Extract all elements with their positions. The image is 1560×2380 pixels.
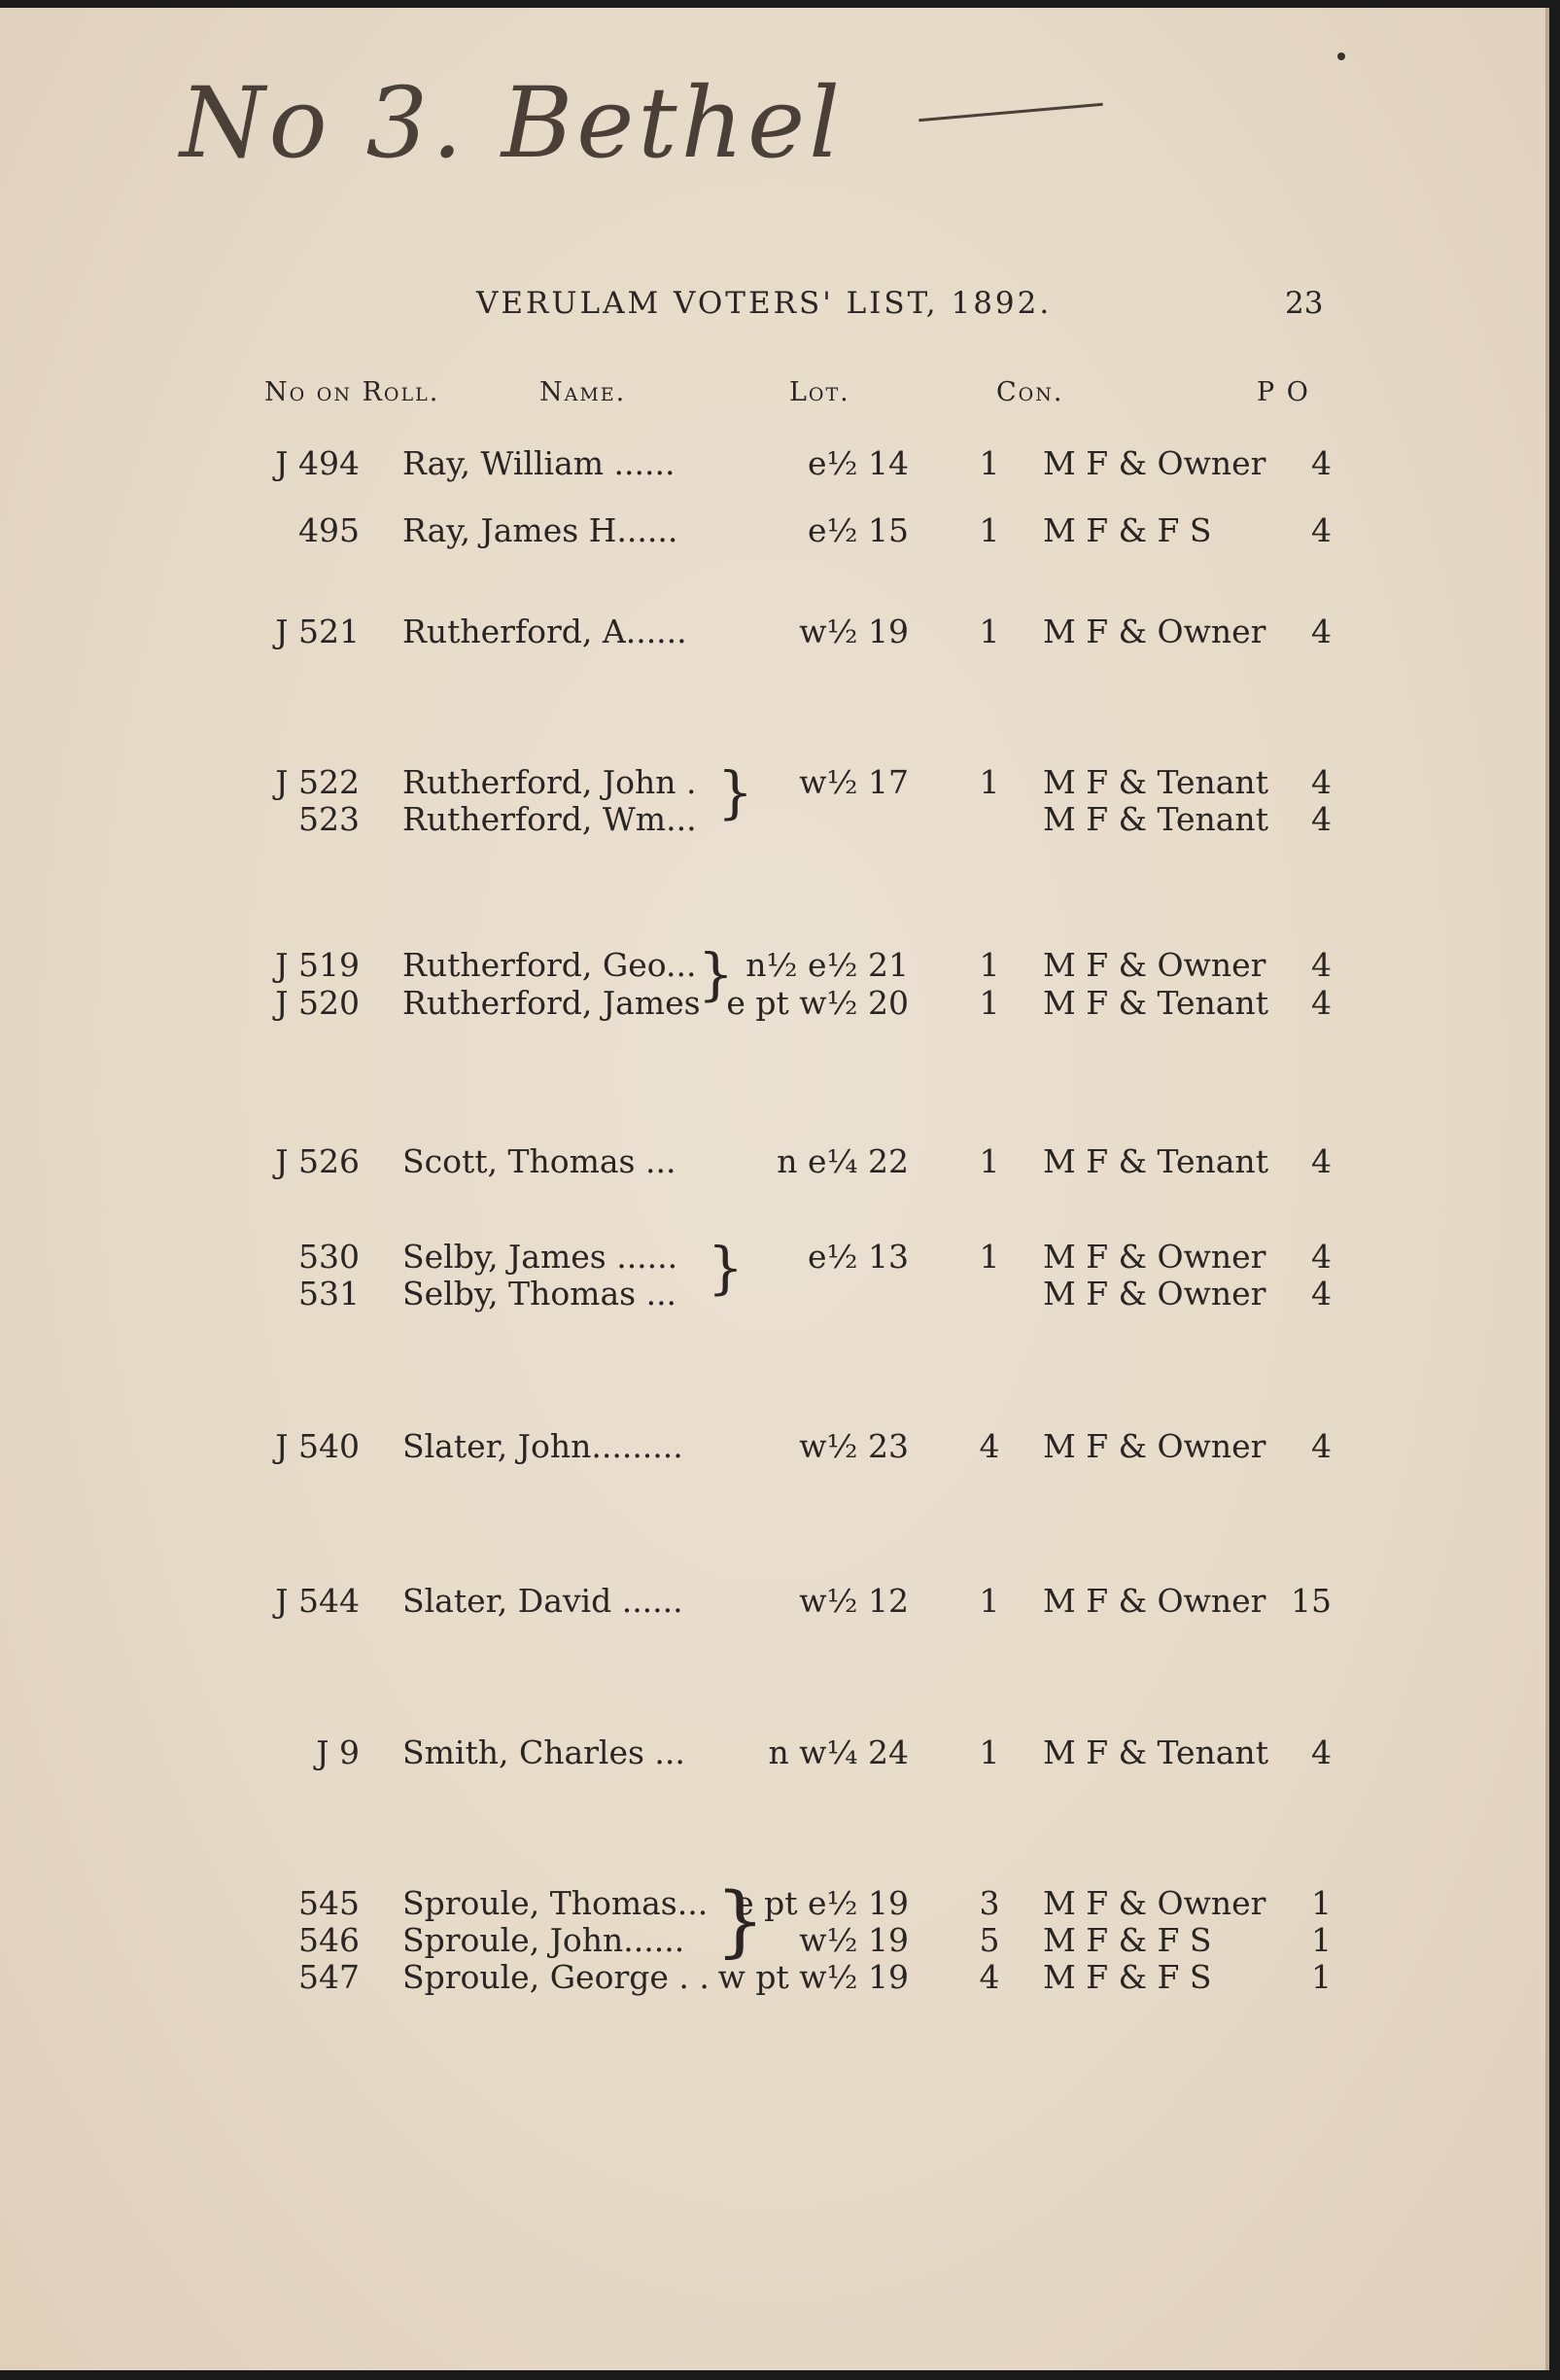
row-name: Slater, John......... xyxy=(402,1427,683,1465)
row-con: 1 xyxy=(979,1238,1000,1276)
row-po: 4 xyxy=(1311,763,1332,801)
row-roll: 530 xyxy=(298,1238,360,1276)
row-desc: M F & Owner xyxy=(1043,946,1266,984)
row-lot: n½ e½ 21 xyxy=(745,946,909,984)
row-lot: e½ 15 xyxy=(808,511,909,549)
row-con: 1 xyxy=(979,1142,1000,1180)
row-lot: e pt w½ 20 xyxy=(726,984,909,1022)
row-name: Selby, Thomas ... xyxy=(402,1275,677,1312)
row-desc: M F & Owner xyxy=(1043,612,1266,650)
row-con: 5 xyxy=(979,1921,1000,1959)
column-header-con: Con. xyxy=(996,377,1064,407)
row-lot: e pt e½ 19 xyxy=(735,1884,909,1922)
row-po: 1 xyxy=(1311,1958,1332,1996)
row-desc: M F & Tenant xyxy=(1043,1142,1268,1180)
row-name: Rutherford, Geo... xyxy=(402,946,697,984)
row-po: 15 xyxy=(1291,1582,1332,1620)
row-desc: M F & Owner xyxy=(1043,1238,1266,1276)
row-con: 3 xyxy=(979,1884,1000,1922)
row-roll: J 520 xyxy=(275,984,360,1022)
row-con: 1 xyxy=(979,946,1000,984)
row-lot: e½ 13 xyxy=(808,1238,909,1276)
row-po: 4 xyxy=(1311,1733,1332,1771)
row-po: 4 xyxy=(1311,800,1332,838)
row-con: 4 xyxy=(979,1427,1000,1465)
row-lot: w pt w½ 19 xyxy=(717,1958,909,1996)
ink-spot xyxy=(1337,52,1345,60)
row-name: Sproule, George . . xyxy=(402,1958,710,1996)
row-con: 1 xyxy=(979,1582,1000,1620)
row-name: Sproule, Thomas... xyxy=(402,1884,709,1922)
row-con: 1 xyxy=(979,444,1000,482)
row-roll: J 522 xyxy=(275,763,360,801)
row-po: 4 xyxy=(1311,444,1332,482)
row-name: Rutherford, John . xyxy=(402,763,697,801)
row-roll: 546 xyxy=(298,1921,360,1959)
row-lot: n e¼ 22 xyxy=(777,1142,909,1180)
row-name: Rutherford, James xyxy=(402,984,701,1022)
group-brace: } xyxy=(715,1875,765,1966)
row-lot: w½ 19 xyxy=(799,1921,909,1959)
row-desc: M F & Tenant xyxy=(1043,1733,1268,1771)
row-con: 1 xyxy=(979,1733,1000,1771)
row-name: Rutherford, A...... xyxy=(402,612,687,650)
row-lot: w½ 23 xyxy=(799,1427,909,1465)
row-roll: 523 xyxy=(298,800,360,838)
group-brace: } xyxy=(708,1235,744,1301)
row-name: Rutherford, Wm... xyxy=(402,800,697,838)
document-page xyxy=(0,8,1549,2370)
row-name: Smith, Charles ... xyxy=(402,1733,685,1771)
row-roll: 531 xyxy=(298,1275,360,1312)
row-lot: e½ 14 xyxy=(808,444,909,482)
column-header-roll: No on Roll. xyxy=(264,377,440,407)
row-po: 4 xyxy=(1311,984,1332,1022)
row-desc: M F & Tenant xyxy=(1043,763,1268,801)
row-name: Selby, James ...... xyxy=(402,1238,678,1276)
row-con: 1 xyxy=(979,511,1000,549)
row-desc: M F & Owner xyxy=(1043,1582,1266,1620)
column-header-lot: Lot. xyxy=(789,377,850,407)
group-brace: } xyxy=(698,941,734,1007)
row-con: 1 xyxy=(979,763,1000,801)
row-con: 1 xyxy=(979,984,1000,1022)
row-desc: M F & Owner xyxy=(1043,444,1266,482)
row-roll: J 9 xyxy=(316,1733,360,1771)
row-name: Ray, William ...... xyxy=(402,444,676,482)
group-brace: } xyxy=(717,759,753,825)
row-po: 1 xyxy=(1311,1884,1332,1922)
row-desc: M F & F S xyxy=(1043,1958,1212,1996)
row-roll: J 526 xyxy=(275,1142,360,1180)
row-desc: M F & F S xyxy=(1043,511,1212,549)
row-roll: J 494 xyxy=(275,444,360,482)
row-lot: w½ 17 xyxy=(799,763,909,801)
row-roll: 495 xyxy=(298,511,360,549)
row-roll: 547 xyxy=(298,1958,360,1996)
row-con: 4 xyxy=(979,1958,1000,1996)
row-po: 4 xyxy=(1311,511,1332,549)
row-roll: J 540 xyxy=(275,1427,360,1465)
row-desc: M F & Tenant xyxy=(1043,800,1268,838)
page-number: 23 xyxy=(1285,286,1324,321)
row-roll: 545 xyxy=(298,1884,360,1922)
row-desc: M F & Owner xyxy=(1043,1275,1266,1312)
row-lot: w½ 12 xyxy=(799,1582,909,1620)
row-po: 4 xyxy=(1311,1238,1332,1276)
row-roll: J 544 xyxy=(275,1582,360,1620)
row-po: 4 xyxy=(1311,1142,1332,1180)
row-po: 4 xyxy=(1311,1427,1332,1465)
row-name: Slater, David ...... xyxy=(402,1582,683,1620)
row-con: 1 xyxy=(979,612,1000,650)
page-title: VERULAM VOTERS' LIST, 1892. xyxy=(476,286,1053,321)
row-lot: w½ 19 xyxy=(799,612,909,650)
row-desc: M F & F S xyxy=(1043,1921,1212,1959)
row-po: 1 xyxy=(1311,1921,1332,1959)
handwritten-heading: No 3. Bethel xyxy=(180,66,844,180)
row-lot: n w¼ 24 xyxy=(768,1733,909,1771)
row-desc: M F & Tenant xyxy=(1043,984,1268,1022)
row-name: Scott, Thomas ... xyxy=(402,1142,676,1180)
row-roll: J 519 xyxy=(275,946,360,984)
strike-through xyxy=(919,103,1103,122)
row-po: 4 xyxy=(1311,946,1332,984)
row-desc: M F & Owner xyxy=(1043,1427,1266,1465)
row-desc: M F & Owner xyxy=(1043,1884,1266,1922)
column-header-name: Name. xyxy=(539,377,627,407)
row-po: 4 xyxy=(1311,612,1332,650)
row-roll: J 521 xyxy=(275,612,360,650)
column-header-po: P O xyxy=(1257,377,1310,407)
row-name: Sproule, John...... xyxy=(402,1921,685,1959)
row-po: 4 xyxy=(1311,1275,1332,1312)
row-name: Ray, James H...... xyxy=(402,511,678,549)
